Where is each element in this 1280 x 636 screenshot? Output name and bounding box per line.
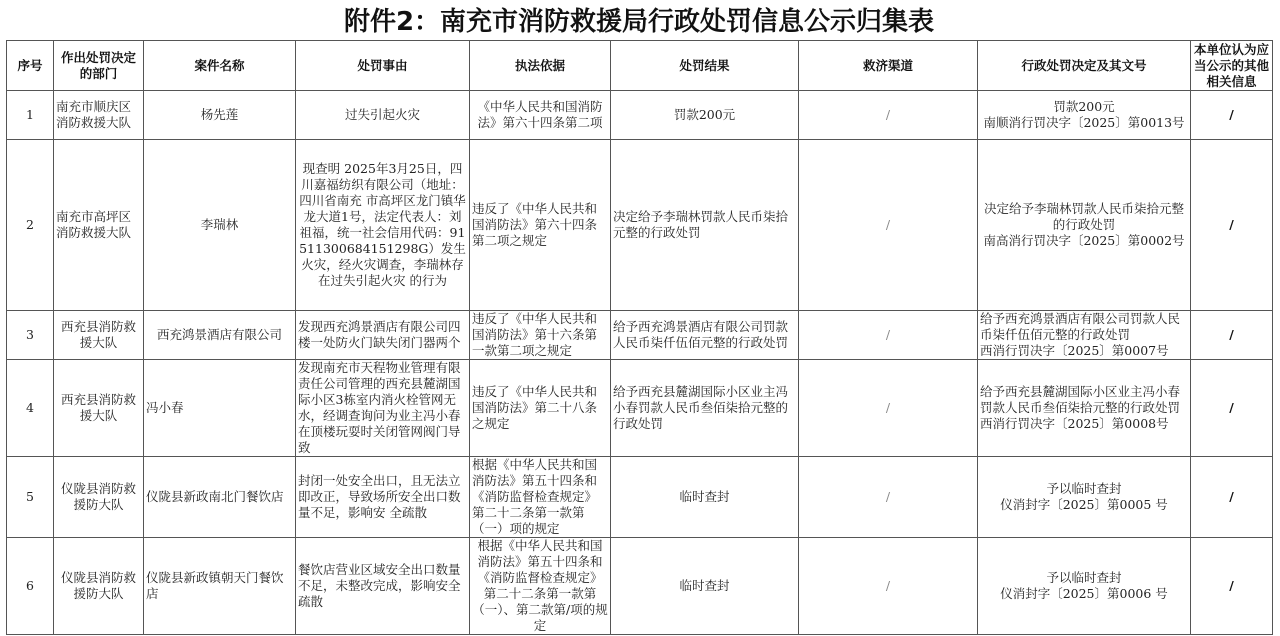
page-title: 附件2：南充市消防救援局行政处罚信息公示归集表	[343, 7, 935, 37]
decision-number-cell: 给予西充县麓湖国际小区业主冯小春罚款人民币叁佰柒拾元整的行政处罚 西消行罚决字〔2025〕第0008号	[978, 360, 1191, 457]
case-name-cell: 仪陇县新政镇朝天门餐饮店	[144, 538, 296, 635]
result-cell: 临时查封	[611, 457, 799, 538]
col-header-remedy: 救济渠道	[799, 41, 978, 91]
row-number-cell: 4	[7, 360, 54, 457]
reason-cell: 封闭一处安全出口，且无法立即改正，导致场所安全出口数量不足，影响安 全疏散	[296, 457, 470, 538]
department-cell: 西充县消防救援大队	[54, 360, 144, 457]
case-name-cell: 李瑞林	[144, 140, 296, 311]
other-info-cell: /	[1191, 360, 1273, 457]
case-name-cell: 冯小春	[144, 360, 296, 457]
department-cell: 西充县消防救援大队	[54, 311, 144, 360]
row-number-cell: 1	[7, 91, 54, 140]
reason-cell: 发现西充鸿景酒店有限公司四楼一处防火门缺失闭门器两个	[296, 311, 470, 360]
legal-basis-cell: 根据《中华人民共和国消防法》第五十四条和《消防监督检查规定》第二十二条第一款第（一）、第二款第/项的规定	[470, 538, 611, 635]
reason-cell: 过失引起火灾	[296, 91, 470, 140]
reason-cell: 发现南充市天程物业管理有限责任公司管理的西充县麓湖国际小区3栋室内消火栓管网无水，经调查询问为业主冯小春在顶楼玩耍时关闭管网阀门导致	[296, 360, 470, 457]
remedy-cell: /	[799, 91, 978, 140]
case-name-cell: 仪陇县新政南北门餐饮店	[144, 457, 296, 538]
result-cell: 临时查封	[611, 538, 799, 635]
col-header-reason: 处罚事由	[296, 41, 470, 91]
reason-cell: 现查明 2025年3月25日，四川嘉福纺织有限公司（地址：四川省南充 市高坪区龙门镇华龙大道1号，法定代表人：刘祖福，统一社会信用代码：91511300684151298G）发生火灾，经火灾调查，李瑞林存在过失引起火灾 的行为	[296, 140, 470, 311]
case-name-cell: 西充鸿景酒店有限公司	[144, 311, 296, 360]
col-header-department: 作出处罚决定的部门	[54, 41, 144, 91]
decision-number-cell: 予以临时查封 仪消封字〔2025〕第0006 号	[978, 538, 1191, 635]
department-cell: 南充市高坪区消防救援大队	[54, 140, 144, 311]
table-row	[7, 140, 1273, 311]
table-row	[7, 457, 1273, 538]
other-info-cell: /	[1191, 457, 1273, 538]
department-cell: 仪陇县消防救援防大队	[54, 457, 144, 538]
remedy-cell: /	[799, 140, 978, 311]
other-info-cell: /	[1191, 91, 1273, 140]
other-info-cell: /	[1191, 538, 1273, 635]
remedy-cell: /	[799, 360, 978, 457]
col-header-no: 序号	[7, 41, 54, 91]
legal-basis-cell: 违反了《中华人民共和国消防法》第二十八条之规定	[470, 360, 611, 457]
result-cell: 给予西充县麓湖国际小区业主冯小春罚款人民币叁佰柒拾元整的行政处罚	[611, 360, 799, 457]
legal-basis-cell: 《中华人民共和国消防法》第六十四条第二项	[470, 91, 611, 140]
table-row	[7, 91, 1273, 140]
decision-number-cell: 罚款200元 南顺消行罚决字〔2025〕第0013号	[978, 91, 1191, 140]
department-cell: 南充市顺庆区消防救援大队	[54, 91, 144, 140]
table-row	[7, 538, 1273, 635]
result-cell: 决定给予李瑞林罚款人民币柒拾元整的行政处罚	[611, 140, 799, 311]
remedy-cell: /	[799, 457, 978, 538]
col-header-case-name: 案件名称	[144, 41, 296, 91]
reason-cell: 餐饮店营业区域安全出口数量不足，未整改完成，影响安全疏散	[296, 538, 470, 635]
col-header-decision-number: 行政处罚决定及其文号	[978, 41, 1191, 91]
col-header-result: 处罚结果	[611, 41, 799, 91]
decision-number-cell: 予以临时查封 仪消封字〔2025〕第0005 号	[978, 457, 1191, 538]
header-row	[7, 41, 1273, 91]
result-cell: 给予西充鸿景酒店有限公司罚款人民币柒仟伍佰元整的行政处罚	[611, 311, 799, 360]
legal-basis-cell: 违反了《中华人民共和国消防法》第六十四条第二项之规定	[470, 140, 611, 311]
row-number-cell: 2	[7, 140, 54, 311]
other-info-cell: /	[1191, 311, 1273, 360]
decision-number-cell: 决定给予李瑞林罚款人民币柒拾元整的行政处罚 南高消行罚决字〔2025〕第0002号	[978, 140, 1191, 311]
legal-basis-cell: 根据《中华人民共和国消防法》第五十四条和《消防监督检查规定》第二十二条第一款第（一）项的规定	[470, 457, 611, 538]
legal-basis-cell: 违反了《中华人民共和国消防法》第十六条第一款第二项之规定	[470, 311, 611, 360]
row-number-cell: 5	[7, 457, 54, 538]
remedy-cell: /	[799, 538, 978, 635]
other-info-cell: /	[1191, 140, 1273, 311]
result-cell: 罚款200元	[611, 91, 799, 140]
col-header-other-info: 本单位认为应当公示的其他相关信息	[1191, 41, 1273, 91]
row-number-cell: 6	[7, 538, 54, 635]
case-name-cell: 杨先莲	[144, 91, 296, 140]
col-header-legal-basis: 执法依据	[470, 41, 611, 91]
decision-number-cell: 给予西充鸿景酒店有限公司罚款人民币柒仟伍佰元整的行政处罚 西消行罚决字〔2025〕第0007号	[978, 311, 1191, 360]
remedy-cell: /	[799, 311, 978, 360]
row-number-cell: 3	[7, 311, 54, 360]
table-row	[7, 311, 1273, 360]
penalty-table	[6, 40, 1273, 635]
department-cell: 仪陇县消防救援防大队	[54, 538, 144, 635]
table-row	[7, 360, 1273, 457]
